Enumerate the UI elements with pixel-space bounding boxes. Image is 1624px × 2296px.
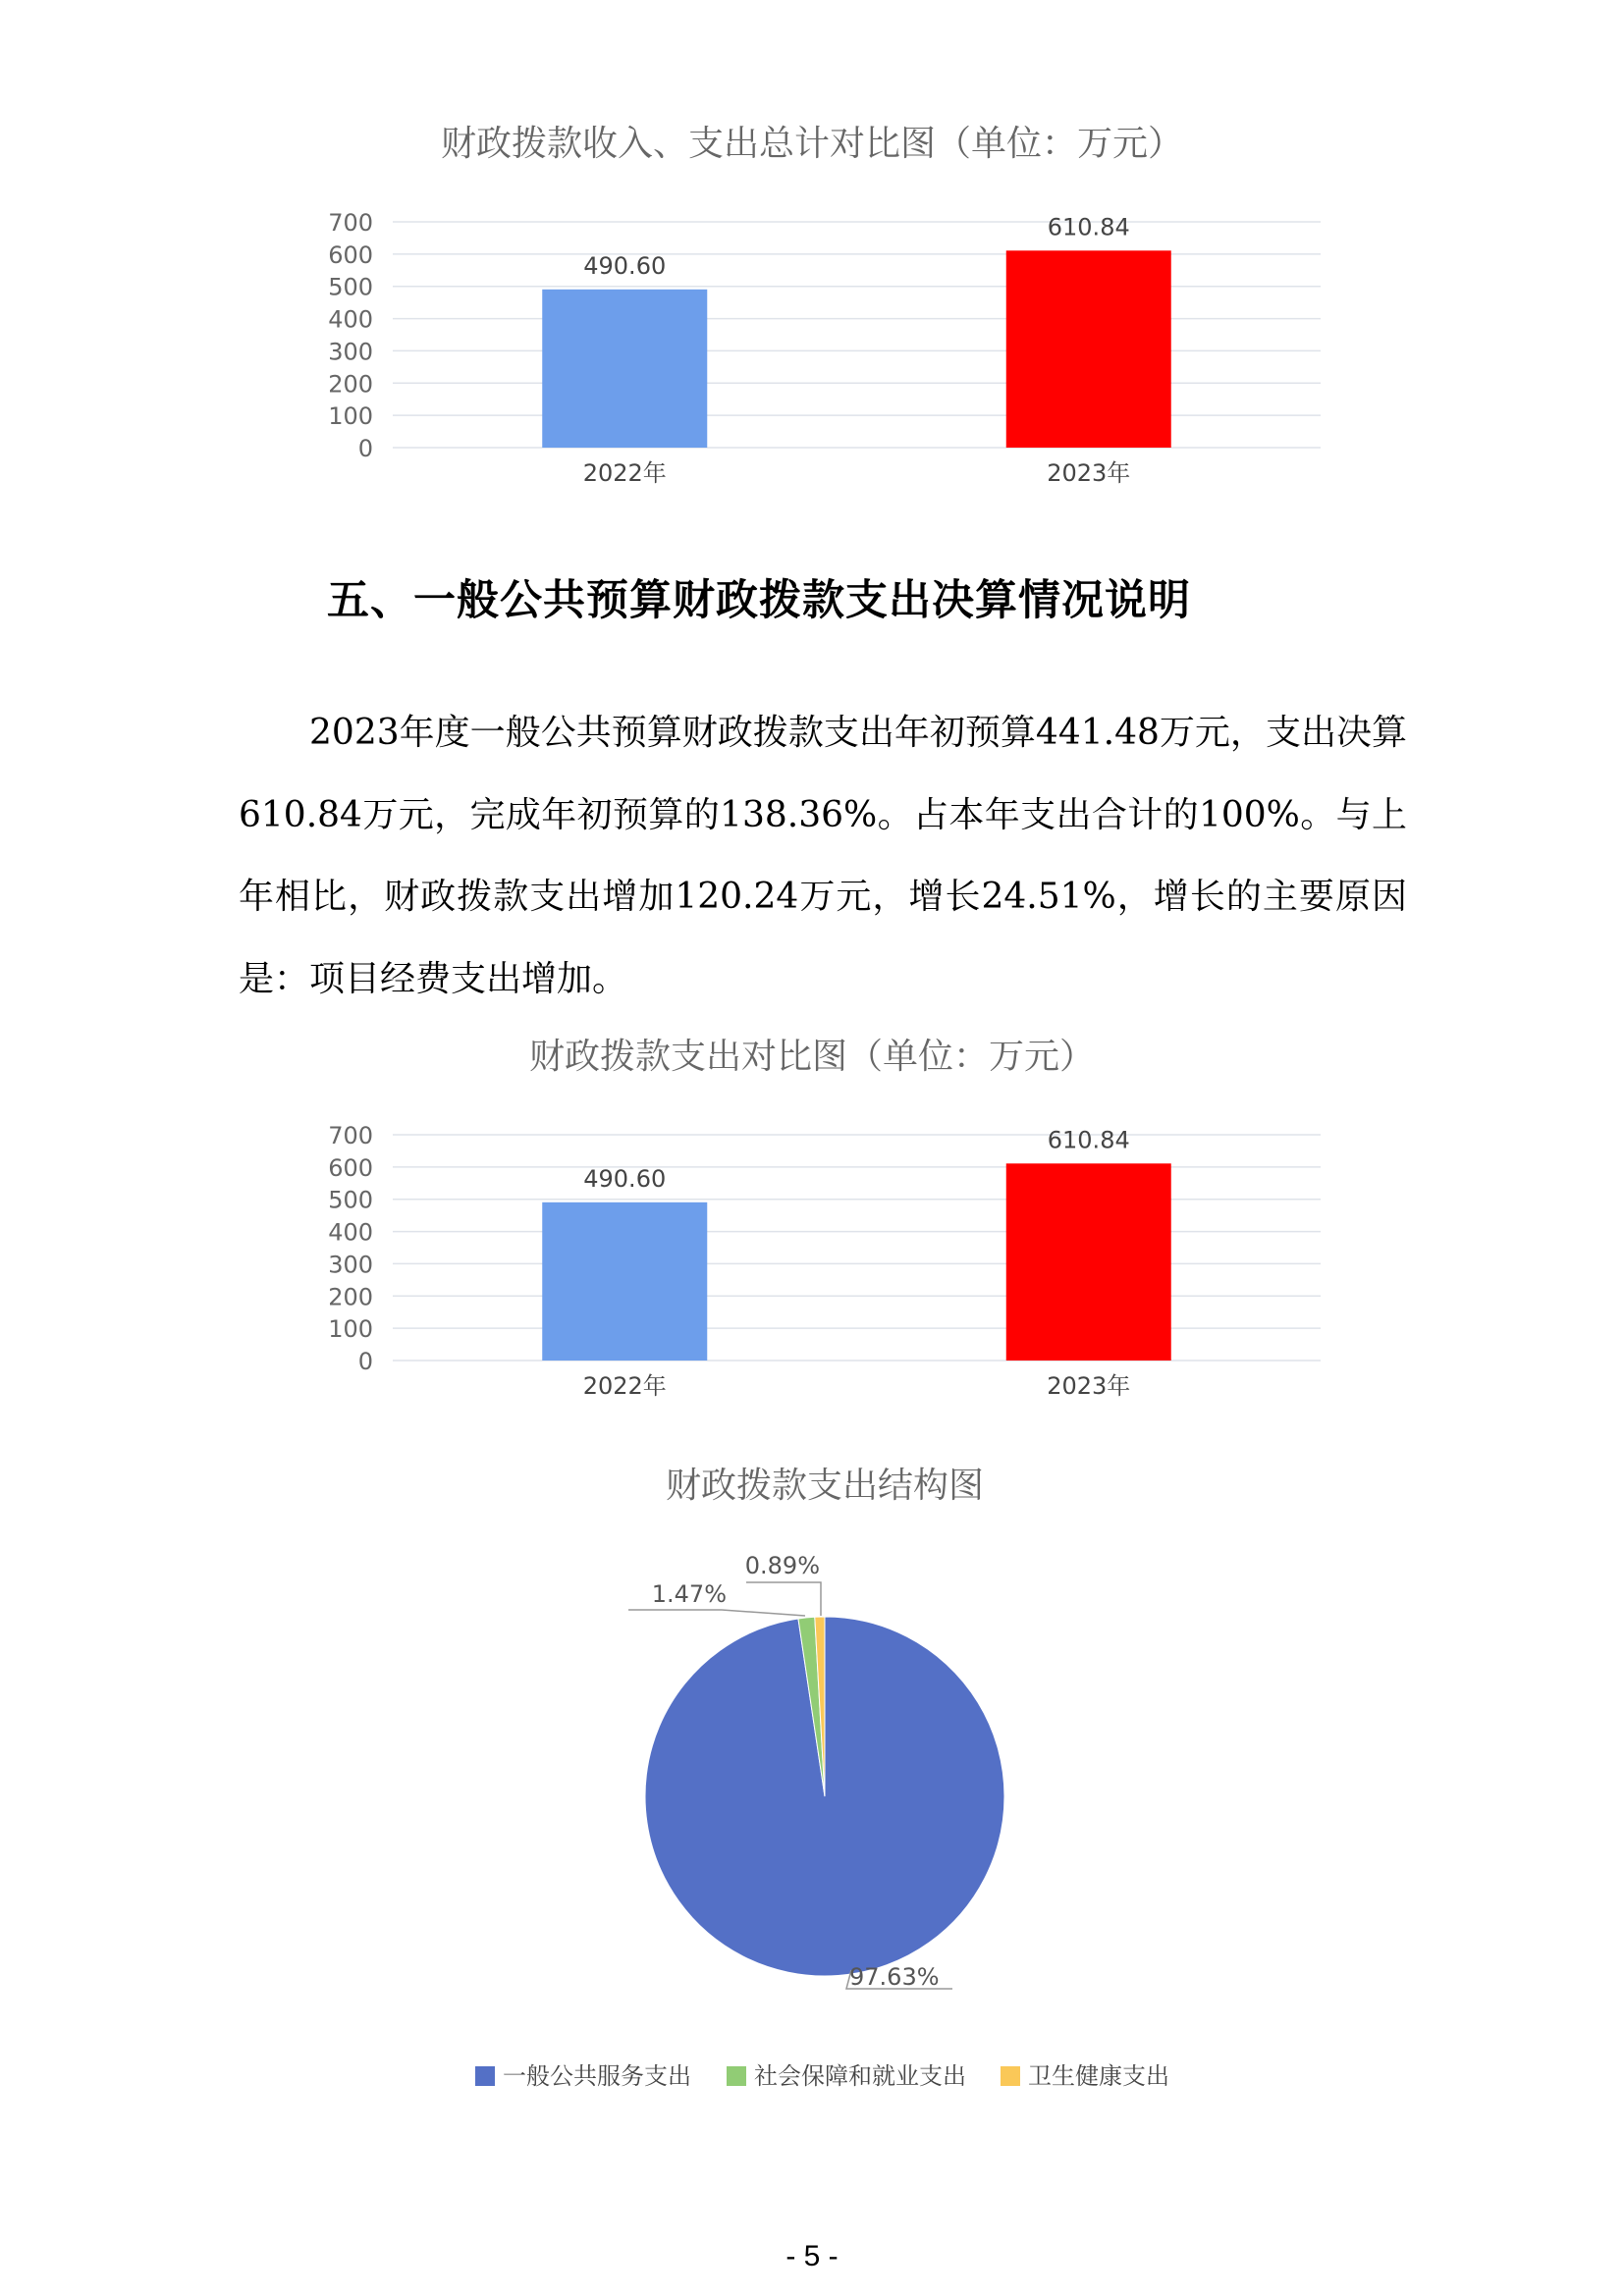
chart-title: 财政拨款支出对比图（单位：万元） [528,1037,1096,1077]
y-tick-label: 200 [328,1283,373,1311]
y-tick-label: 700 [328,209,373,237]
legend-label: 社会保障和就业支出 [754,2062,966,2090]
legend-label: 卫生健康支出 [1028,2062,1169,2090]
y-tick-label: 600 [328,1153,373,1182]
pie-value-label: 97.63% [849,1963,940,1991]
y-tick-label: 400 [328,1218,373,1247]
bar [542,1202,707,1361]
bar-value-label: 610.84 [1047,1126,1130,1154]
y-tick-label: 700 [328,1122,373,1149]
legend-label: 一般公共服务支出 [503,2062,691,2090]
y-tick-label: 100 [328,402,373,431]
expense-structure-pie-chart [0,1443,1624,2130]
bar [1006,250,1171,448]
y-tick-label: 300 [328,338,373,366]
pie-value-label: 0.89% [744,1552,820,1579]
y-tick-label: 0 [357,1348,373,1375]
bar [1006,1163,1171,1361]
y-tick-label: 0 [357,435,373,462]
y-tick-label: 400 [328,305,373,334]
y-tick-label: 500 [328,1186,373,1214]
pie-value-label: 1.47% [651,1580,727,1608]
bar-value-label: 490.60 [583,1164,667,1193]
bar [542,290,707,448]
income-expense-total-bar-chart [0,108,1624,501]
paragraph-line-2: 支出决算610.84万元，完成年初预算的138.36%。占本年支出合计 [239,713,1407,835]
x-tick-label: 2023年 [1047,1372,1131,1400]
y-tick-label: 200 [328,370,373,399]
y-tick-label: 100 [328,1315,373,1344]
legend-swatch [727,2066,746,2086]
pie-leader-line [628,1610,805,1616]
chart-title: 财政拨款支出结构图 [665,1466,985,1506]
expense-bar-chart [0,1021,1624,1414]
section-heading: 五、一般公共预算财政拨款支出决算情况说明 [327,576,1191,625]
legend-swatch [1001,2066,1020,2086]
paragraph-line-3: 的100%。与上年相比，财政拨款支出增加120.24万元，增长 [239,794,1408,917]
y-tick-label: 600 [328,240,373,269]
legend-swatch [475,2066,495,2086]
bar-value-label: 610.84 [1047,213,1130,241]
x-tick-label: 2023年 [1047,459,1131,487]
paragraph-line-4: 24.51%，增长的主要原因是：项目经费支出增加。 [239,877,1407,999]
x-tick-label: 2022年 [582,1372,667,1400]
pie-leader-line [746,1582,821,1616]
section-paragraph [239,692,1407,1020]
paragraph-line-1: 2023年度一般公共预算财政拨款支出年初预算441.48万元， [239,713,1266,753]
y-tick-label: 500 [328,273,373,301]
page-number: - 5 - [785,2240,839,2272]
y-tick-label: 300 [328,1251,373,1279]
bar-value-label: 490.60 [583,251,667,280]
chart-title: 财政拨款收入、支出总计对比图（单位：万元） [440,124,1184,164]
x-tick-label: 2022年 [582,459,667,487]
